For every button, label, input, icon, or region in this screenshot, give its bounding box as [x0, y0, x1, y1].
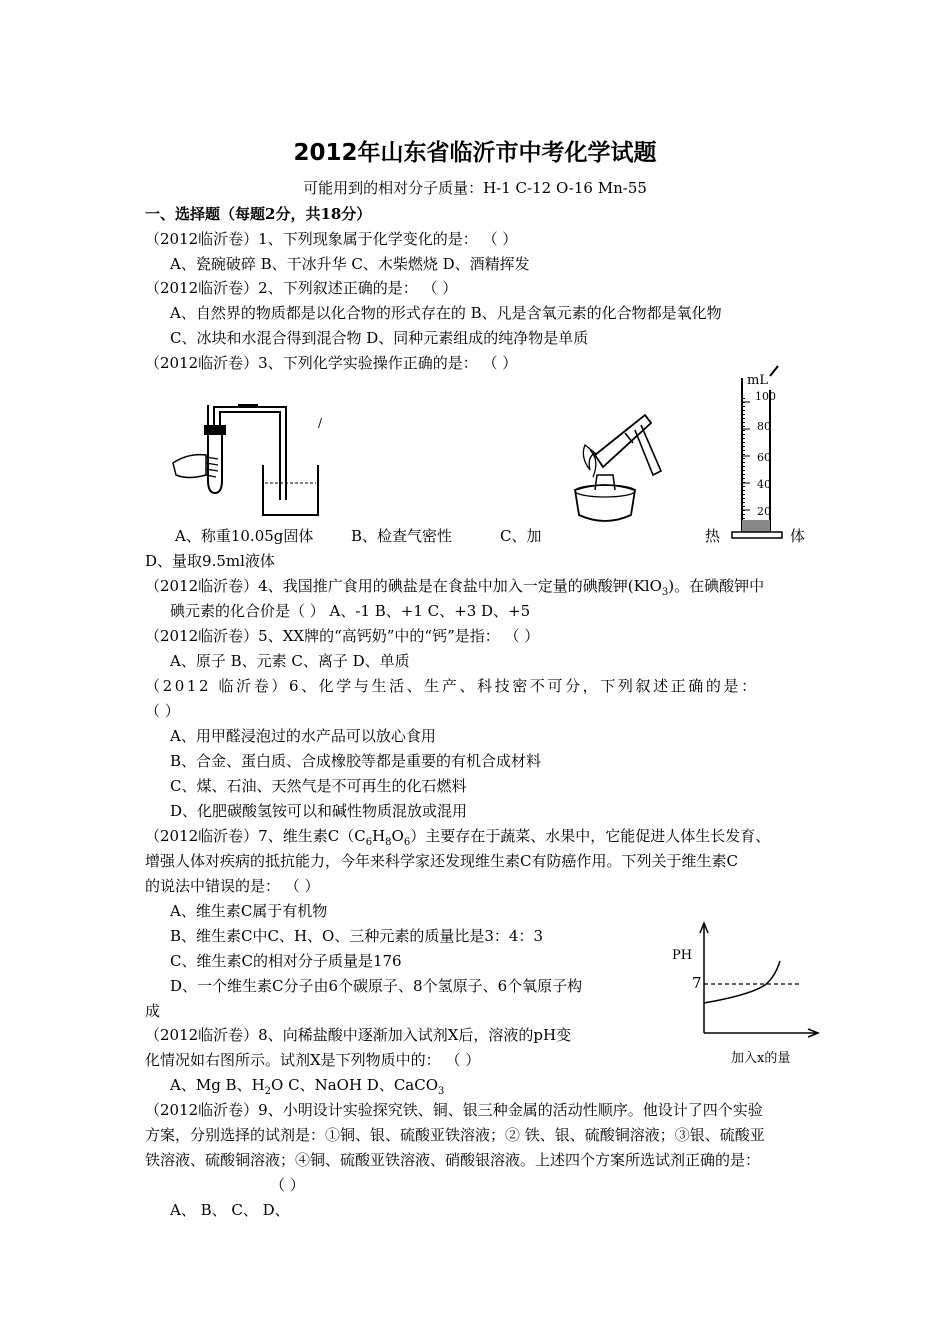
- q2-options-ab: A、自然界的物质都是以化合物的形式存在的 B、凡是含氧元素的化合物都是氧化物: [170, 304, 722, 322]
- q3-option-b: B、检查气密性: [351, 527, 453, 545]
- q8-stem-line1: （2012临沂卷）8、向稀盐酸中逐渐加入试剂X后，溶液的pH变: [145, 1026, 572, 1044]
- q1-stem: （2012临沂卷）1、下列现象属于化学变化的是： （ ）: [145, 230, 518, 248]
- q6-option-b: B、合金、蛋白质、合成橡胶等都是重要的有机合成材料: [170, 752, 542, 770]
- cylinder-tick-40: 40: [757, 478, 771, 491]
- q3-option-c-part3: 体: [790, 527, 806, 545]
- svg-text:/: /: [318, 416, 323, 430]
- q2-stem: （2012临沂卷）2、下列叙述正确的是： （ ）: [145, 279, 458, 297]
- q7-option-b: B、维生素C中C、H、O、三种元素的质量比是3：4：3: [170, 927, 543, 945]
- section-heading: 一、选择题（每题2分，共18分）: [145, 205, 372, 223]
- q5-stem: （2012临沂卷）5、XX牌的“高钙奶”中的“钙”是指： （ ）: [145, 627, 540, 645]
- ph-axis-label: PH: [672, 948, 693, 963]
- q3-option-d: D、量取9.5ml液体: [145, 552, 275, 570]
- cylinder-tick-100: 100: [755, 390, 776, 403]
- cylinder-tick-20: 20: [757, 505, 771, 518]
- q7-stem-line2: 增强人体对疾病的抵抗能力，今年来科学家还发现维生素C有防癌作用。下列关于维生素C: [145, 852, 738, 870]
- subtitle: 可能用到的相对分子质量：H-1 C-12 O-16 Mn-55: [303, 179, 647, 197]
- q7-option-d: D、一个维生素C分子由6个碳原子、8个氢原子、6个氧原子构: [170, 977, 583, 995]
- q6-option-a: A、用甲醛浸泡过的水产品可以放心食用: [170, 727, 436, 745]
- q3-stem: （2012临沂卷）3、下列化学实验操作正确的是： （ ）: [145, 354, 518, 372]
- q9-options: A、 B、 C、 D、: [170, 1201, 290, 1219]
- q6-option-d: D、化肥碳酸氢铵可以和碱性物质混放或混用: [170, 802, 468, 820]
- q6-stem: （2012 临沂卷）6、化学与生活、生产、科技密不可分，下列叙述正确的是：: [145, 677, 759, 695]
- q7-option-d-cont: 成: [145, 1002, 161, 1020]
- q5-options: A、原子 B、元素 C、离子 D、单质: [170, 652, 410, 670]
- q4-options: 碘元素的化合价是（ ） A、-1 B、+1 C、+3 D、+5: [170, 602, 531, 620]
- ph-graph: [680, 915, 825, 1040]
- q3-option-c-part2: 热: [705, 527, 721, 545]
- q2-options-cd: C、冰块和水混合得到混合物 D、同种元素组成的纯净物是单质: [170, 329, 589, 347]
- q3-option-c: C、加: [500, 527, 542, 545]
- page-title: 2012年山东省临沂市中考化学试题: [293, 140, 657, 166]
- cylinder-tick-60: 60: [757, 451, 771, 464]
- q3-option-a: A、称重10.05g固体: [175, 527, 314, 545]
- q1-options: A、瓷碗破碎 B、干冰升华 C、木柴燃烧 D、酒精挥发: [170, 255, 530, 273]
- q7-stem-line3: 的说法中错误的是： （ ）: [145, 877, 320, 895]
- q8-stem-line2: 化情况如右图所示。试剂X是下列物质中的： （ ）: [145, 1051, 481, 1069]
- cylinder-unit-label: mL: [747, 373, 768, 388]
- q8-options: A、Mg B、$H_2O$ C、NaOH D、CaCO$_3$: [170, 1076, 445, 1097]
- q7-option-c: C、维生素C的相对分子质量是176: [170, 952, 402, 970]
- q9-stem-line1: （2012临沂卷）9、小明设计实验探究铁、铜、银三种金属的活动性顺序。他设计了四个实验: [145, 1101, 763, 1119]
- cylinder-tick-80: 80: [757, 420, 771, 433]
- heating-test-tube-figure: [565, 395, 695, 530]
- ph-seven-label: 7: [692, 974, 702, 992]
- q7-stem-line1: （2012临沂卷）7、维生素$C(C_6H_8O_6)$主要存在于蔬菜、水果中，它能促进人体生长发育、: [145, 827, 771, 848]
- q4-stem: （2012临沂卷）4、我国推广食用的碘盐是在食盐中加入一定量的碘酸钾(KlO$_3$)。在碘酸钾中: [145, 577, 765, 598]
- q6-paren: （ ）: [145, 702, 180, 720]
- q7-option-a: A、维生素C属于有机物: [170, 902, 328, 920]
- airtightness-apparatus-figure: [168, 395, 328, 520]
- q9-paren: （ ）: [270, 1176, 305, 1194]
- q6-option-c: C、煤、石油、天然气是不可再生的化石燃料: [170, 777, 467, 795]
- x-axis-label: 加入x的量: [731, 1051, 791, 1066]
- q9-stem-line2: 方案，分别选择的试剂是：①铜、银、硫酸亚铁溶液；② 铁、银、硫酸铜溶液；③银、硫酸亚: [145, 1126, 765, 1144]
- q9-stem-line3: 铁溶液、硫酸铜溶液；④铜、硫酸亚铁溶液、硝酸银溶液。上述四个方案所选试剂正确的是：: [145, 1151, 761, 1169]
